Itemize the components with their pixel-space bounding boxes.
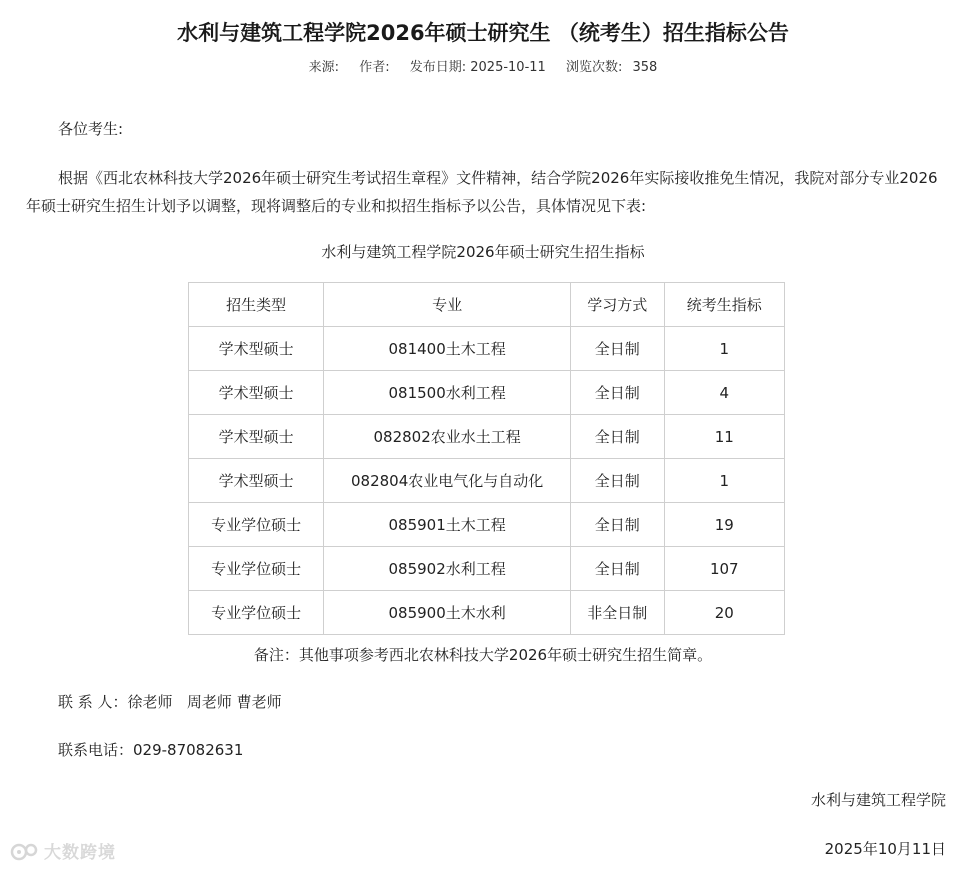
cell-type: 学术型硕士	[189, 371, 324, 415]
table-row	[189, 547, 785, 591]
cell-mode: 全日制	[571, 459, 665, 503]
cell-type: 专业学位硕士	[189, 547, 324, 591]
table-row	[189, 591, 785, 635]
publish-date	[410, 60, 546, 75]
source-label: 来源:	[308, 60, 340, 75]
table-caption: 水利与建筑工程学院2026年硕士研究生招生指标	[321, 243, 645, 261]
view-count-label: 浏览次数:	[565, 60, 623, 75]
header-major: 专业	[324, 283, 571, 327]
cell-major: 082804农业电气化与自动化	[324, 459, 571, 503]
view-count-value: 358	[632, 60, 658, 75]
table-row	[189, 459, 785, 503]
table-row	[189, 415, 785, 459]
cell-quota: 107	[664, 547, 784, 591]
cell-quota: 1	[664, 327, 784, 371]
contact-person: 联 系 人：徐老师 周老师 曹老师	[58, 693, 282, 711]
table-row	[189, 503, 785, 547]
author-label: 作者:	[359, 60, 390, 75]
cell-quota: 20	[664, 591, 784, 635]
page-title: 水利与建筑工程学院2026年硕士研究生 （统考生）招生指标公告	[177, 21, 789, 45]
cell-major: 085900土木水利	[324, 591, 571, 635]
table-row	[189, 371, 785, 415]
cell-type: 学术型硕士	[189, 327, 324, 371]
cell-major: 085901土木工程	[324, 503, 571, 547]
watermark-text: 大数跨境	[44, 843, 116, 863]
cell-major: 082802农业水土工程	[324, 415, 571, 459]
cell-major: 081400土木工程	[324, 327, 571, 371]
contact-phone: 联系电话：029-87082631	[58, 741, 244, 759]
cell-mode: 全日制	[571, 503, 665, 547]
cell-quota: 4	[664, 371, 784, 415]
cell-mode: 全日制	[571, 415, 665, 459]
cell-quota: 1	[664, 459, 784, 503]
signature-org: 水利与建筑工程学院	[810, 791, 946, 809]
view-count	[566, 60, 657, 75]
cell-type: 专业学位硕士	[189, 591, 324, 635]
cell-major: 085902水利工程	[324, 547, 571, 591]
signature-date: 2025年10月11日	[824, 840, 946, 858]
publish-date-label: 发布日期:	[409, 60, 467, 75]
table-header-row	[189, 283, 785, 327]
cell-quota: 19	[664, 503, 784, 547]
cell-type: 学术型硕士	[189, 459, 324, 503]
quota-table	[188, 282, 785, 635]
cell-mode: 非全日制	[571, 591, 665, 635]
intro-paragraph: 根据《西北农林科技大学2026年硕士研究生考试招生章程》文件精神，结合学院2026年实际接收推免生情况，我院对部分专业2026年硕士研究生招生计划予以调整，现将调整后的专业和拟招生指标予以公告，具体情况见下表:	[26, 169, 938, 215]
article-meta	[0, 58, 966, 78]
watermark-logo-icon	[10, 840, 40, 862]
cell-type: 学术型硕士	[189, 415, 324, 459]
cell-quota: 11	[664, 415, 784, 459]
publish-date-value: 2025-10-11	[470, 60, 546, 75]
watermark	[10, 838, 116, 863]
cell-type: 专业学位硕士	[189, 503, 324, 547]
greeting: 各位考生:	[58, 120, 124, 138]
table-row	[189, 327, 785, 371]
header-quota: 统考生指标	[664, 283, 784, 327]
cell-mode: 全日制	[571, 371, 665, 415]
cell-mode: 全日制	[571, 547, 665, 591]
cell-mode: 全日制	[571, 327, 665, 371]
cell-major: 081500水利工程	[324, 371, 571, 415]
table-note: 备注：其他事项参考西北农林科技大学2026年硕士研究生招生简章。	[253, 646, 713, 664]
header-type: 招生类型	[189, 283, 324, 327]
header-mode: 学习方式	[571, 283, 665, 327]
